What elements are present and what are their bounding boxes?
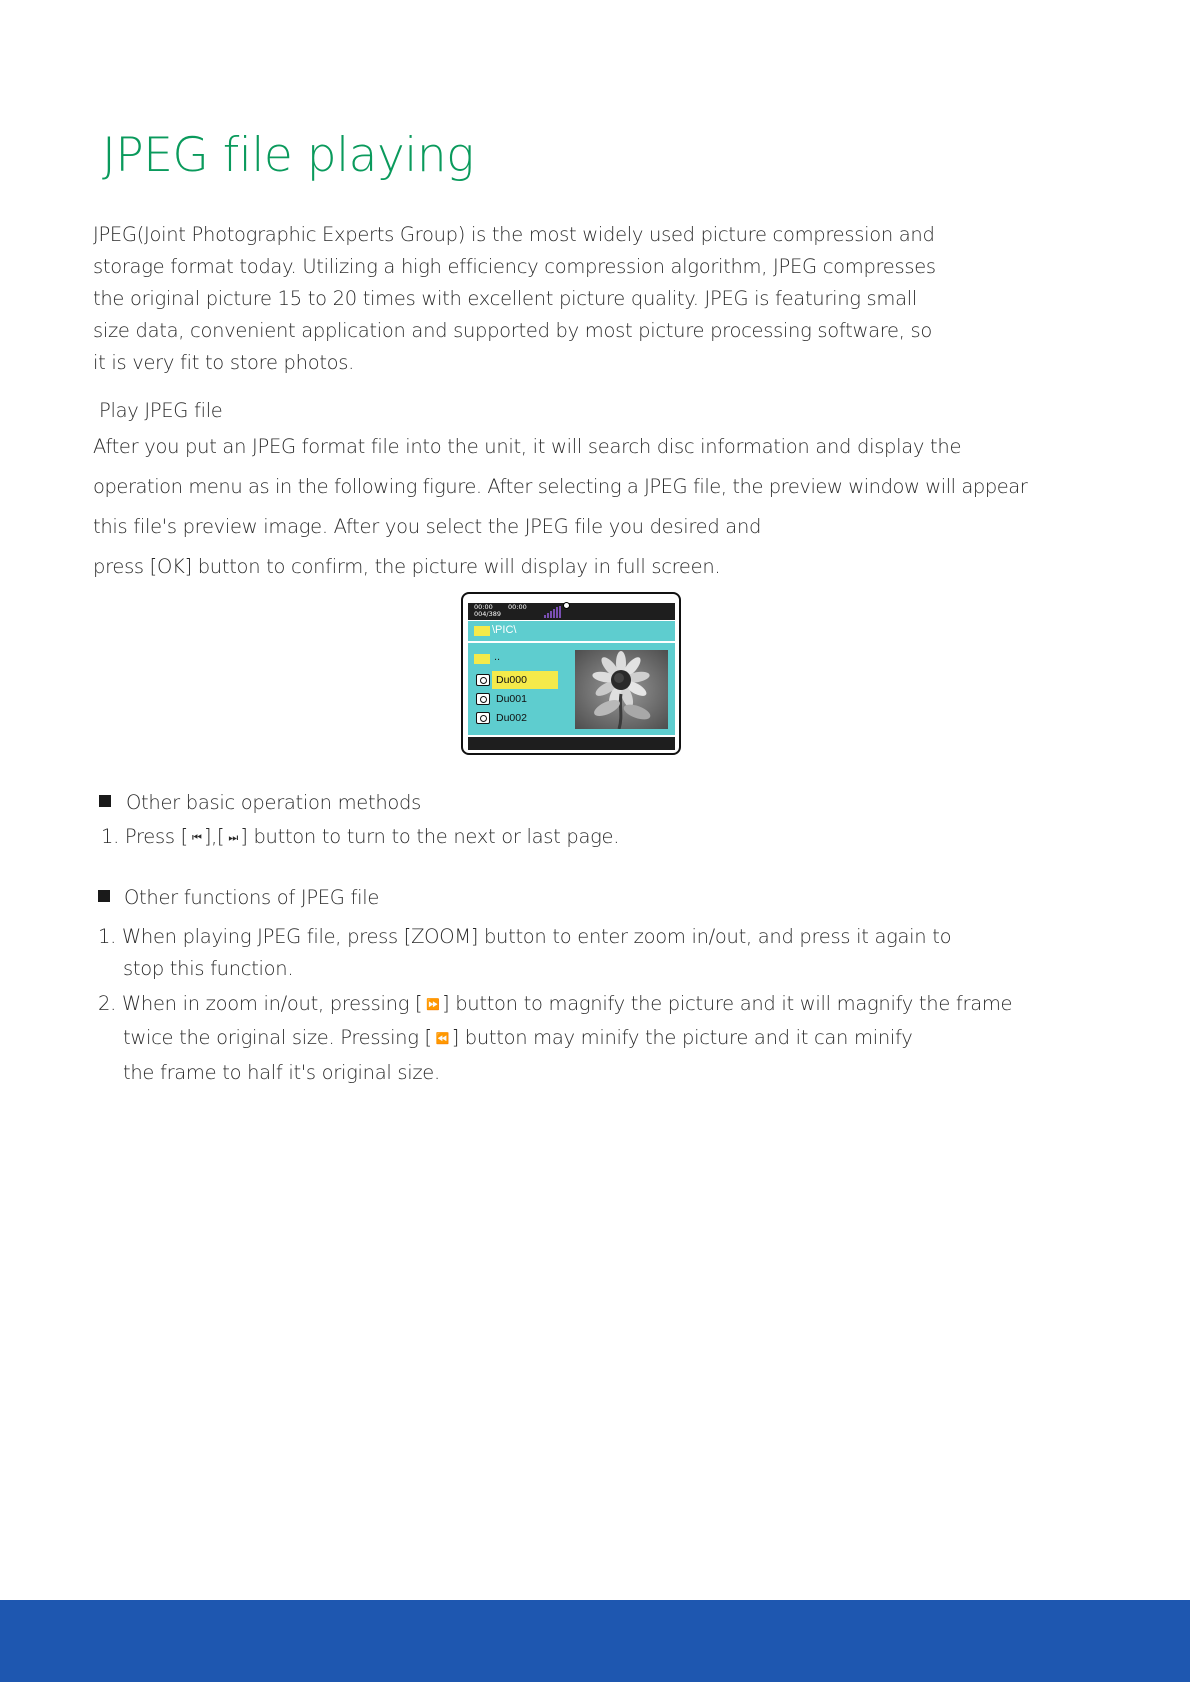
intro-line: storage format today. Utilizing a high efficiency compression algorithm, JPEG compresses — [93, 255, 936, 278]
folder-icon — [474, 626, 490, 636]
basic-item-1-mid: ],[ — [203, 825, 225, 848]
skip-back-icon: ⏮ — [191, 830, 200, 844]
functions-item-1-line: 1. When playing JPEG file, press [ZOOM] button to enter zoom in/out, and press it again to — [98, 925, 952, 948]
basic-item-1-pre: 1. Press [ — [101, 825, 188, 848]
functions-item-2-line — [123, 1026, 912, 1049]
intro-line: it is very fit to store photos. — [93, 351, 355, 374]
play-body-line: press [OK] button to confirm, the picture will display in full screen. — [93, 555, 721, 578]
play-body-line: this file's preview image. After you select the JPEG file you desired and — [93, 515, 762, 538]
functions-item-1-line: stop this function. — [123, 957, 294, 980]
play-body-line: After you put an JPEG format file into the unit, it will search disc information and display the — [93, 435, 962, 458]
functions-item-2-line — [98, 992, 1012, 1015]
screen-bottom-bar — [468, 737, 675, 750]
screen-file-row — [474, 709, 562, 727]
section-functions-heading: Other functions of JPEG file — [124, 886, 380, 909]
page-title: JPEG file playing — [102, 128, 474, 183]
basic-item-1 — [101, 825, 619, 848]
intro-line: the original picture 15 to 20 times with excellent picture quality. JPEG is featuring small — [93, 287, 917, 310]
screen-path: \PIC\ — [492, 624, 517, 636]
functions-item-2-pre: 2. When in zoom in/out, pressing [ — [98, 992, 423, 1015]
functions-item-2-post: ] button may minify the picture and it can minify — [451, 1026, 913, 1049]
bullet-square-icon — [99, 795, 111, 807]
screen-file-row — [474, 671, 562, 689]
screen-path-bar — [468, 621, 675, 641]
functions-item-2-line: the frame to half it's original size. — [123, 1061, 440, 1084]
rewind-icon: ⏪ — [435, 1032, 448, 1045]
screen-file-name: Du001 — [496, 693, 527, 705]
basic-item-1-post: ] button to turn to the next or last page. — [240, 825, 620, 848]
signal-bars-icon — [544, 606, 562, 618]
fast-forward-icon: ⏩ — [426, 998, 439, 1011]
screen-updir: .. — [494, 651, 501, 663]
screen-file-name: Du000 — [492, 671, 558, 689]
screen-time-elapsed: 00:00 — [474, 603, 493, 611]
camera-icon — [476, 693, 490, 705]
section-basic-heading: Other basic operation methods — [126, 791, 421, 814]
disc-icon — [563, 602, 570, 609]
footer-bar — [0, 1600, 1190, 1682]
screen-file-list — [468, 643, 675, 735]
screen-file-counter: 004/389 — [474, 610, 502, 618]
camera-icon — [476, 674, 490, 686]
bullet-square-icon — [98, 890, 110, 902]
camera-icon — [476, 712, 490, 724]
screen-preview-image — [575, 650, 668, 729]
screen-status-bar — [468, 603, 675, 620]
skip-forward-icon: ⏭ — [228, 830, 237, 844]
functions-item-2-pre: twice the original size. Pressing [ — [123, 1026, 432, 1049]
play-heading: Play JPEG file — [99, 399, 223, 422]
intro-line: JPEG(Joint Photographic Experts Group) is the most widely used picture compression and — [93, 223, 935, 246]
intro-line: size data, convenient application and supported by most picture processing software, so — [93, 319, 933, 342]
device-screen-figure — [461, 592, 681, 755]
screen-file-row — [474, 690, 562, 708]
folder-icon — [474, 654, 490, 664]
functions-item-2-post: ] button to magnify the picture and it will magnify the frame — [442, 992, 1013, 1015]
screen-time-total: 00:00 — [508, 603, 527, 611]
screen-file-name: Du002 — [496, 712, 527, 724]
play-body-line: operation menu as in the following figure. After selecting a JPEG file, the preview window will appear — [93, 475, 1028, 498]
